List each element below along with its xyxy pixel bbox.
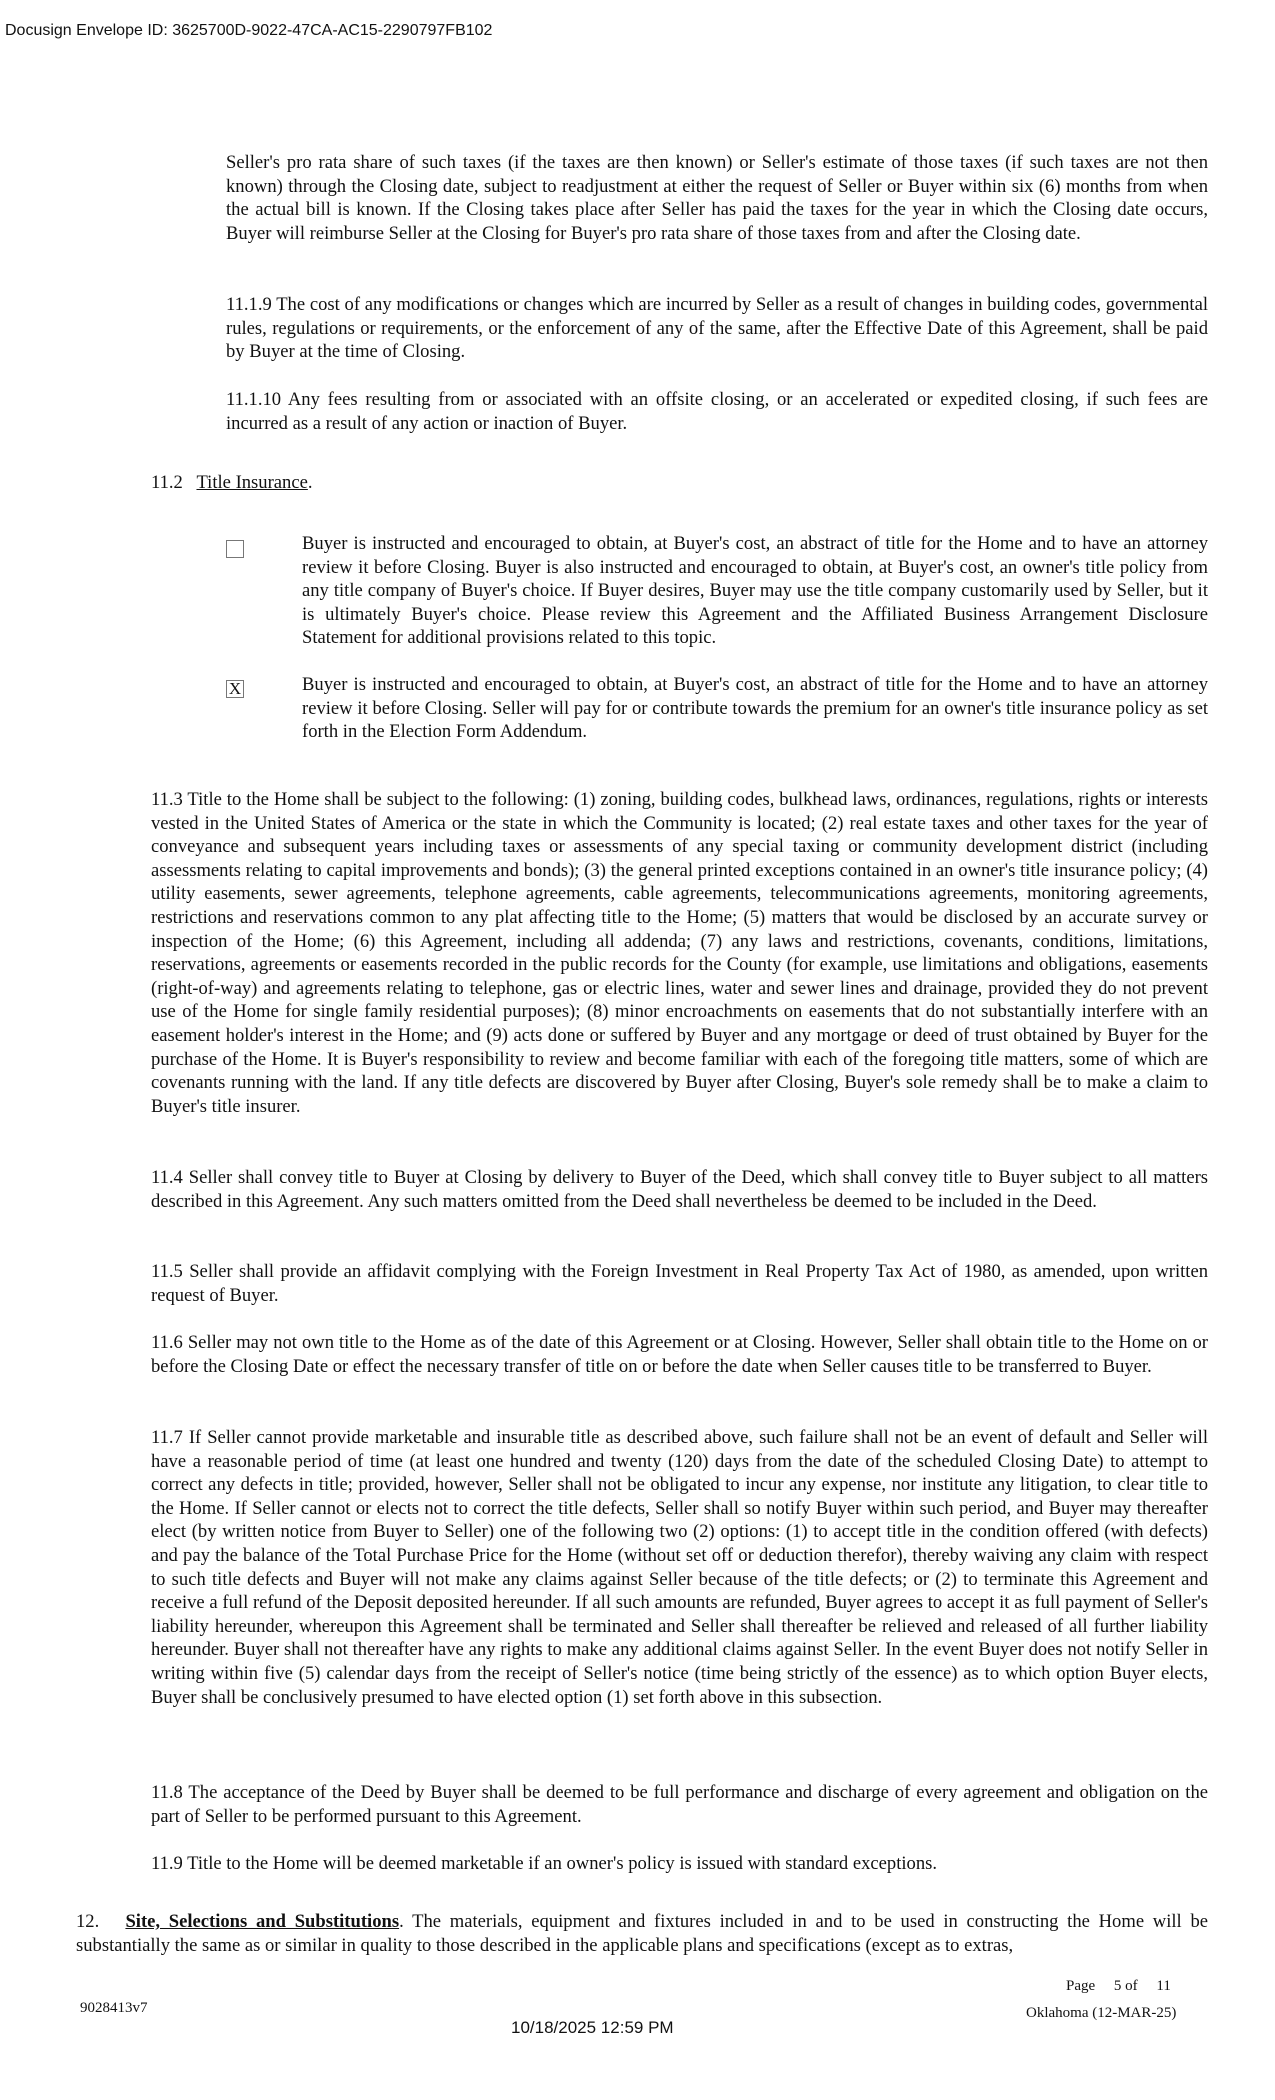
paragraph-11-4: 11.4 Seller shall convey title to Buyer at Closing by delivery to Buyer of the Deed, which shall convey title to Buyer subject to all matters described in this Agreement. Any such matters omitted from the Deed shall nevertheless be deemed to be included in the Deed. bbox=[151, 1167, 1208, 1212]
section-12 bbox=[76, 1910, 1208, 1957]
paragraph-11-1-10: 11.1.10 Any fees resulting from or associated with an offsite closing, or an accelerated or expedited closing, if such fees are incurred as a result of any action or inaction of Buyer. bbox=[226, 389, 1208, 434]
page-total: 11 bbox=[1156, 1978, 1171, 1994]
envelope-id: Docusign Envelope ID: 3625700D-9022-47CA-AC15-2290797FB102 bbox=[5, 22, 493, 39]
page-indicator bbox=[1066, 1978, 1206, 1995]
paragraph-11-8: 11.8 The acceptance of the Deed by Buyer shall be deemed to be full performance and discharge of every agreement and obligation on the part of Seller to be performed pursuant to this Agreement. bbox=[151, 1782, 1208, 1827]
paragraph-11-6: 11.6 Seller may not own title to the Home as of the date of this Agreement or at Closing. However, Seller shall obtain title to the Home on or before the Closing Date or effect the necessary transfer of title on or before the date when Seller causes title to be transferred to Buyer. bbox=[151, 1332, 1208, 1377]
of-label: of bbox=[1125, 1978, 1138, 1994]
paragraph-11-5: 11.5 Seller shall provide an affidavit complying with the Foreign Investment in Real Property Tax Act of 1980, as amended, upon written request of Buyer. bbox=[151, 1261, 1208, 1306]
page-number: 5 bbox=[1113, 1978, 1122, 1994]
title-option-1-checkbox[interactable] bbox=[226, 540, 244, 558]
section-11-2-period: . bbox=[307, 472, 313, 493]
section-12-number: 12. bbox=[76, 1911, 100, 1932]
paragraph-11-1-8-continued: Seller's pro rata share of such taxes (if the taxes are then known) or Seller's estimate of those taxes (if such taxes are not then known) through the Closing date, subject to readjustment at either the request of Seller or Buyer within six (6) months from when the actual bill is known. If the Closing takes place after Seller has paid the taxes for the year in which the Closing date occurs, Buyer will reimburse Seller at the Closing for Buyer's pro rata share of those taxes from and after the Closing date. bbox=[226, 152, 1208, 244]
section-11-2-heading bbox=[151, 471, 551, 495]
page-label: Page bbox=[1066, 1978, 1096, 1994]
paragraph-11-1-9: 11.1.9 The cost of any modifications or changes which are incurred by Seller as a result of changes in building codes, governmental rules, regulations or requirements, or the enforcement of any of the same, after the Effective Date of this Agreement, shall be paid by Buyer at the time of Closing. bbox=[226, 294, 1208, 363]
section-11-2-number: 11.2 bbox=[151, 472, 183, 493]
title-option-2-text: Buyer is instructed and encouraged to obtain, at Buyer's cost, an abstract of title for the Home and to have an attorney review it before Closing. Seller will pay for or contribute towards the premium for an owner's title insurance policy as set forth in the Election Form Addendum. bbox=[302, 674, 1208, 743]
title-option-1-text: Buyer is instructed and encouraged to obtain, at Buyer's cost, an abstract of title for the Home and to have an attorney review it before Closing. Buyer is also instructed and encouraged to obtain, at Buyer's cost, an owner's title policy from any title company of Buyer's choice. If Buyer desires, Buyer may use the title company customarily used by Seller, but it is ultimately Buyer's choice. Please review this Agreement and the Affiliated Business Arrangement Disclosure Statement for additional provisions related to this topic. bbox=[302, 533, 1208, 649]
paragraph-11-9: 11.9 Title to the Home will be deemed marketable if an owner's policy is issued with standard exceptions. bbox=[151, 1853, 938, 1874]
document-version-id: 9028413v7 bbox=[80, 2000, 148, 2016]
form-name: Oklahoma (12-MAR-25) bbox=[1026, 2005, 1177, 2021]
section-12-text: . The materials, equipment and fixtures included in and to be used in constructing the Home will be substantially the same as or similar in quality to those described in the applicable plans and specifications (except as to extras, bbox=[76, 1911, 1208, 1956]
paragraph-11-3: 11.3 Title to the Home shall be subject to the following: (1) zoning, building codes, bulkhead laws, ordinances, regulations, rights or interests vested in the United States of America or the state in which the Community is located; (2) real estate taxes and other taxes for the year of conveyance and subsequent years including taxes or assessments of any special taxing or community development district (including assessments relating to capital improvements and bonds); (3) the general printed exceptions contained in an owner's title insurance policy; (4) utility easements, sewer agreements, telephone agreements, cable agreements, telecommunications agreements, monitoring agreements, restrictions and reservations common to any plat affecting title to the Home; (5) matters that would be disclosed by an accurate survey or inspection of the Home; (6) this Agreement, including all addenda; (7) any laws and restrictions, covenants, conditions, limitations, reservations, agreements or easements recorded in the public records for the County (for example, use limitations and obligations, easements (right-of-way) and agreements relating to telephone, gas or electric lines, water and sewer lines and drainage, provided they do not prevent use of the Home for single family residential purposes); (8) minor encroachments on easements that do not substantially interfere with an easement holder's interest in the Home; and (9) acts done or suffered by Buyer and any mortgage or deed of trust obtained by Buyer for the purchase of the Home. It is Buyer's responsibility to review and become familiar with each of the foregoing title matters, some of which are covenants running with the land. If any title defects are discovered by Buyer after Closing, Buyer's sole remedy shall be to make a claim to Buyer's title insurer. bbox=[151, 789, 1208, 1117]
section-11-2-title: Title Insurance bbox=[196, 472, 308, 493]
paragraph-11-7: 11.7 If Seller cannot provide marketable and insurable title as described above, such failure shall not be an event of default and Seller will have a reasonable period of time (at least one hundred and twenty (120) days from the date of the scheduled Closing Date) to attempt to correct any defects in title; provided, however, Seller shall not be obligated to incur any expense, nor institute any litigation, to clear title to the Home. If Seller cannot or elects not to correct the title defects, Seller shall so notify Buyer within such period, and Buyer may thereafter elect (by written notice from Buyer to Seller) one of the following two (2) options: (1) to accept title in the condition offered (with defects) and pay the balance of the Total Purchase Price for the Home (without set off or deduction therefor), thereby waiving any claim with respect to such title defects and Buyer will not make any claims against Seller because of the title defects; or (2) to terminate this Agreement and receive a full refund of the Deposit deposited hereunder. If all such amounts are refunded, Buyer agrees to accept it as full payment of Seller's liability hereunder, whereupon this Agreement shall be terminated and Seller shall thereafter be relieved and released of all further liability hereunder. Buyer shall not thereafter have any rights to make any additional claims against Seller. In the event Buyer does not notify Seller in writing within five (5) calendar days from the receipt of Seller's notice (time being strictly of the essence) as to which option Buyer elects, Buyer shall be conclusively presumed to have elected option (1) set forth above in this subsection. bbox=[151, 1427, 1208, 1708]
section-12-title: Site, Selections and Substitutions bbox=[125, 1911, 400, 1932]
title-option-2-checkbox[interactable]: X bbox=[226, 680, 244, 698]
signing-timestamp: 10/18/2025 12:59 PM bbox=[511, 2018, 674, 2037]
